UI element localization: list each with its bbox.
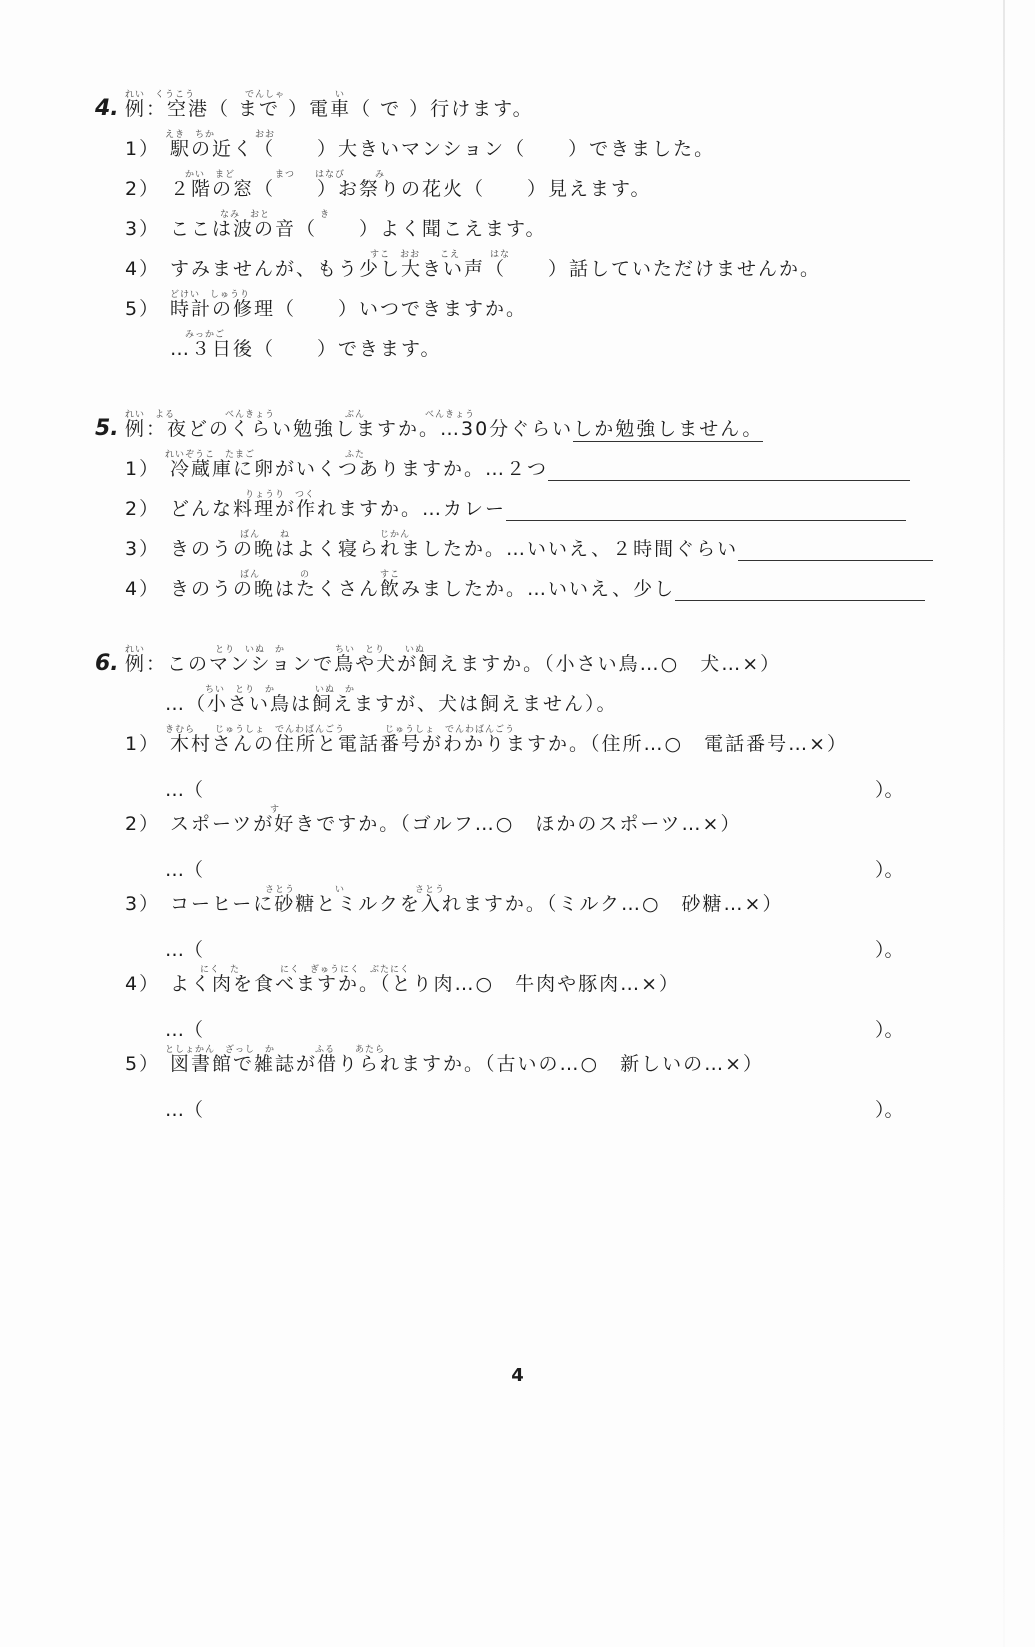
example-text: 例：夜どのくらい勉強しますか。…30分ぐらい — [125, 418, 574, 440]
example-ruby: れい とり いぬ か ちい とり いぬ — [125, 645, 426, 655]
answer-blank[interactable] — [548, 458, 910, 481]
item-number: 1） — [125, 733, 161, 755]
item-ruby: す — [270, 805, 281, 815]
page-number: 4 — [511, 1365, 524, 1386]
item-number: 3） — [125, 218, 161, 240]
answer-area[interactable] — [195, 1012, 865, 1038]
item-ruby: かい まど まつ はなび み — [185, 170, 386, 180]
example-text: 例：このマンションで鳥や犬が飼えますか。（小さい鳥…○ 犬…×） — [125, 653, 782, 675]
answer-blank[interactable] — [738, 538, 933, 561]
page-edge — [1003, 0, 1005, 1647]
item-number: 1） — [125, 458, 161, 480]
item-text: すみませんが、もう少し大きい声（ ）話していただけませんか。 — [170, 258, 822, 280]
item-number: 2） — [125, 498, 161, 520]
item-number: 2） — [125, 813, 161, 835]
item-answer: …３日後（ ）できます。 — [170, 338, 442, 360]
item-number: 4） — [125, 973, 161, 995]
item-text: スポーツが好きですか。（ゴルフ…○ ほかのスポーツ…×） — [170, 813, 742, 835]
item-number: 5） — [125, 298, 161, 320]
example-answer: しか勉強しません。 — [573, 418, 764, 440]
example-line — [95, 652, 781, 676]
example-text: 例：空港（ まで ）電車（ で ）行けます。 — [125, 98, 534, 120]
answer-area[interactable] — [195, 1092, 865, 1118]
item-text: どんな料理が作れますか。…カレー — [170, 498, 507, 520]
exercise-item — [125, 537, 933, 561]
answer-open-paren: …（ — [165, 779, 204, 801]
item-text: 木村さんの住所と電話番号がわかりますか。（住所…○ 電話番号…×） — [170, 733, 849, 755]
item-ruby: すこ おお こえ はな — [370, 250, 511, 260]
answer-open-paren: …（ — [165, 1019, 204, 1041]
example-ruby: れい くうこう でんしゃ い — [125, 90, 346, 100]
answer-close-paren: ）。 — [875, 1019, 904, 1041]
exercise-item — [125, 812, 741, 836]
item-number: 5） — [125, 1053, 161, 1075]
example-answer-ruby: ちい とり か いぬ か — [205, 685, 356, 695]
answer-close-paren: ）。 — [875, 859, 904, 881]
item-number: 4） — [125, 578, 161, 600]
section-number: 4. — [95, 96, 119, 121]
example-ruby: れい よる べんきょう ぶん べんきょう — [125, 410, 476, 420]
answer-open-paren: …（ — [165, 939, 204, 961]
item-number: 4） — [125, 258, 161, 280]
exercise-item — [125, 972, 680, 996]
exercise-item — [125, 1052, 764, 1076]
answer-blank[interactable] — [506, 498, 906, 521]
item-text: 駅の近く（ ）大きいマンション（ ）できました。 — [170, 138, 716, 160]
item-ruby: ばん の すこ — [240, 570, 401, 580]
item-text: きのうの晩はたくさん飲みましたか。…いいえ、少し — [170, 578, 676, 600]
item-number: 2） — [125, 178, 161, 200]
exercise-item — [125, 577, 925, 601]
answer-open-paren: …（ — [165, 859, 204, 881]
item-ruby: りょうり つく — [245, 490, 316, 500]
example-answer: …（小さい鳥は飼えますが、犬は飼えません）。 — [165, 693, 618, 715]
item-ruby: なみ おと き — [220, 210, 331, 220]
item-number: 1） — [125, 138, 161, 160]
exercise-item — [125, 297, 527, 321]
item-text: ２階の窓（ ）お祭りの花火（ ）見えます。 — [170, 178, 652, 200]
item-ruby: ばん ね じかん — [240, 530, 411, 540]
section-number: 5. — [95, 416, 119, 441]
exercise-item — [125, 497, 906, 521]
item-text: きのうの晩はよく寝られましたか。…いいえ、２時間ぐらい — [170, 538, 739, 560]
item-number: 3） — [125, 538, 161, 560]
item-text: ここは波の音（ ）よく聞こえます。 — [170, 218, 547, 240]
exercise-item — [125, 217, 546, 241]
item-ruby: どけい しゅうり — [170, 290, 251, 300]
answer-blank[interactable] — [675, 578, 925, 601]
section-number: 6. — [95, 651, 119, 676]
exercise-item — [125, 732, 848, 756]
answer-open-paren: …（ — [165, 1099, 204, 1121]
example-line — [95, 97, 534, 121]
answer-close-paren: ）。 — [875, 779, 904, 801]
item-ruby: としょかん ざっし か ふる あたら — [165, 1045, 386, 1055]
exercise-item — [125, 457, 910, 481]
item-ruby: みっかご — [185, 330, 226, 340]
item-text: 冷蔵庫に卵がいくつありますか。…２つ — [170, 458, 549, 480]
item-text: 時計の修理（ ）いつできますか。 — [170, 298, 528, 320]
item-ruby: さとう い さとう — [265, 885, 446, 895]
answer-close-paren: ）。 — [875, 939, 904, 961]
exercise-item — [125, 892, 783, 916]
answer-area[interactable] — [195, 852, 865, 878]
item-text: よく肉を食べますか。（とり肉…○ 牛肉や豚肉…×） — [170, 973, 680, 995]
answer-area[interactable] — [195, 772, 865, 798]
answer-close-paren: ）。 — [875, 1099, 904, 1121]
exercise-item — [125, 257, 821, 281]
exercise-item — [125, 137, 715, 161]
answer-area[interactable] — [195, 932, 865, 958]
item-ruby: にく た にく ぎゅうにく ぶたにく — [200, 965, 411, 975]
item-ruby: えき ちか おお — [165, 130, 276, 140]
item-ruby: れいぞうこ たまご ふた — [165, 450, 366, 460]
exercise-item — [125, 177, 651, 201]
item-number: 3） — [125, 893, 161, 915]
example-line — [95, 417, 763, 441]
item-text: コーヒーに砂糖とミルクを入れますか。（ミルク…○ 砂糖…×） — [170, 893, 784, 915]
item-text: 図書館で雑誌が借りられますか。（古いの…○ 新しいの…×） — [170, 1053, 765, 1075]
item-ruby: きむら じゅうしょ でんわばんごう じゅうしょ でんわばんごう — [165, 725, 516, 735]
